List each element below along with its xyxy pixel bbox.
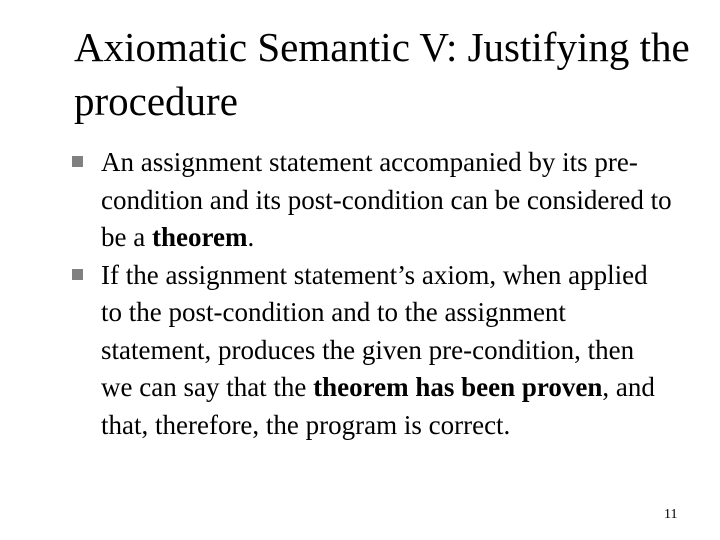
bullet-bold-term: theorem has been proven <box>313 372 603 402</box>
square-bullet-icon <box>72 156 83 167</box>
page-number: 11 <box>664 507 678 522</box>
bullet-bold-term: theorem <box>151 222 248 252</box>
slide-title: Axiomatic Semantic V: Justifying the procedure <box>74 24 690 124</box>
square-bullet-icon <box>72 269 83 280</box>
bullet-text: If the assignment statement’s axiom, when applied to the post-condition and to the assignment statement, produces the given pre-condition, then we can say that the <box>101 259 648 402</box>
bullet-text: An assignment statement accompanied by its pre-condition and its post-condition can be considered to be a <box>101 147 672 252</box>
bullet-text: . <box>247 222 255 252</box>
bullet-item <box>72 144 672 257</box>
bullet-list <box>72 144 672 444</box>
bullet-text: , and that, therefore, the program is correct. <box>101 372 655 440</box>
bullet-item <box>72 257 672 445</box>
